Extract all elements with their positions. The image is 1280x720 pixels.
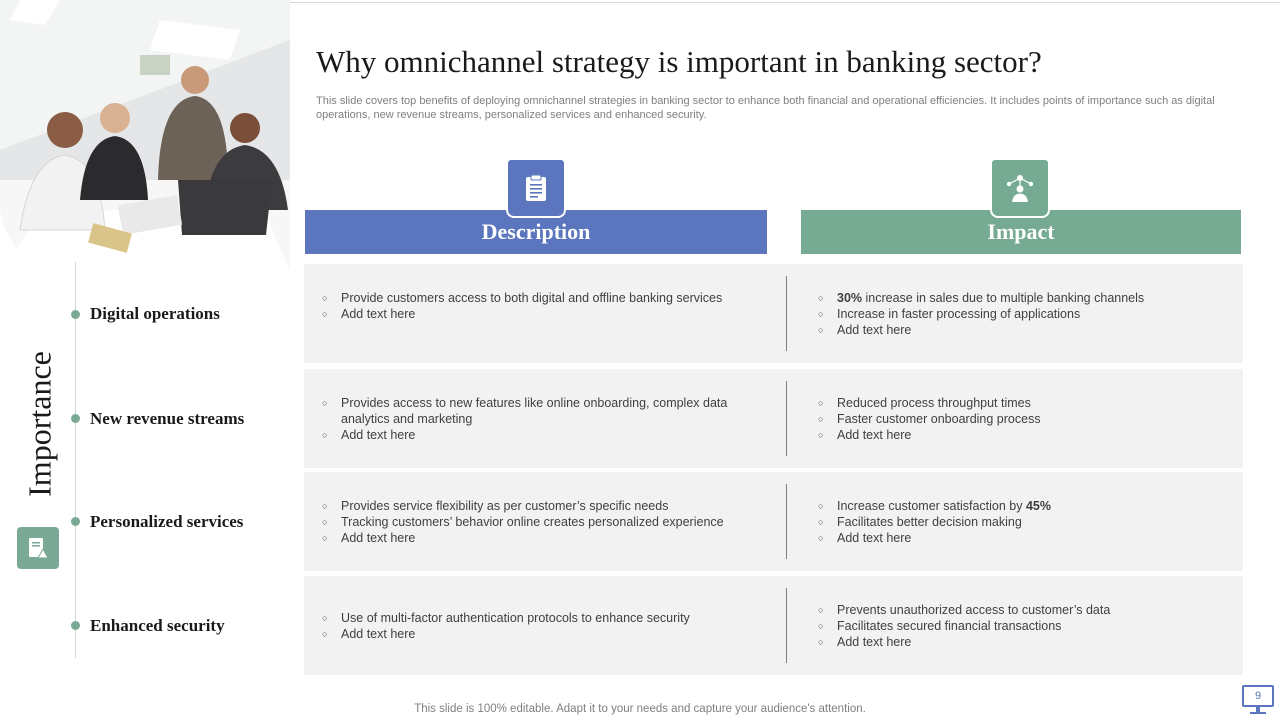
impact-cell bbox=[818, 290, 1228, 338]
list-item: ○ Tracking customers’ behavior online creates personalized experience bbox=[322, 514, 758, 530]
list-item: ○ Reduced process throughput times bbox=[818, 395, 1228, 411]
document-chart-icon bbox=[17, 527, 59, 569]
list-item bbox=[818, 498, 1228, 514]
footer-note: This slide is 100% editable. Adapt it to your needs and capture your audience's attention. bbox=[414, 703, 866, 715]
monitor-icon bbox=[1240, 685, 1276, 717]
list-item: ○ Add text here bbox=[322, 626, 758, 642]
importance-heading: Importance bbox=[21, 351, 58, 497]
point-dot bbox=[71, 310, 80, 319]
list-item: ○ Add text here bbox=[322, 530, 758, 546]
table-row bbox=[304, 369, 1243, 468]
network-person-icon bbox=[992, 160, 1048, 216]
list-item: ○ Facilitates secured financial transactions bbox=[818, 618, 1228, 634]
impact-header: Impact bbox=[801, 210, 1241, 254]
team-meeting-photo bbox=[0, 0, 290, 272]
list-item-text: Increase customer satisfaction by bbox=[837, 499, 1026, 513]
list-item: ○ Provide customers access to both digital and offline banking services bbox=[322, 290, 758, 306]
list-item: ○ Add text here bbox=[322, 306, 758, 322]
description-cell bbox=[322, 290, 758, 322]
slide-subtitle: This slide covers top benefits of deploying omnichannel strategies in banking sector to enhance both financial and operational efficiencies. It includes points of importance such as digital operations, new revenue streams, personalized services and enhanced security. bbox=[316, 95, 1215, 121]
column-divider bbox=[786, 381, 787, 456]
table-row bbox=[304, 264, 1243, 363]
description-cell bbox=[322, 498, 758, 546]
column-divider bbox=[786, 276, 787, 351]
column-divider bbox=[786, 588, 787, 663]
list-item bbox=[818, 290, 1228, 306]
list-item: ○ Prevents unauthorized access to customer’s data bbox=[818, 602, 1228, 618]
point-enhanced-security: Enhanced security bbox=[90, 616, 225, 635]
list-item: ○ Add text here bbox=[818, 322, 1228, 338]
point-personalized-services: Personalized services bbox=[90, 512, 244, 531]
page-number: 9 bbox=[1242, 685, 1274, 707]
list-item: ○ Add text here bbox=[818, 427, 1228, 443]
column-divider bbox=[786, 484, 787, 559]
list-item: ○ Add text here bbox=[818, 530, 1228, 546]
list-item-text: increase in sales due to multiple banking channels bbox=[862, 291, 1145, 305]
list-item: ○ Increase in faster processing of applications bbox=[818, 306, 1228, 322]
clipboard-icon bbox=[508, 160, 564, 216]
point-dot bbox=[71, 517, 80, 526]
highlight-value: 30% bbox=[837, 291, 863, 305]
importance-rail-line bbox=[75, 262, 76, 658]
impact-cell bbox=[818, 602, 1228, 650]
highlight-value: 45% bbox=[1025, 499, 1052, 513]
description-cell bbox=[322, 395, 758, 443]
table-row bbox=[304, 576, 1243, 675]
list-item: ○ Provides access to new features like online onboarding, complex data analytics and marketing bbox=[322, 395, 758, 427]
point-digital-operations: Digital operations bbox=[90, 304, 220, 323]
description-header: Description bbox=[305, 210, 767, 254]
impact-cell bbox=[818, 498, 1228, 546]
description-cell bbox=[322, 610, 758, 642]
list-item: ○ Facilitates better decision making bbox=[818, 514, 1228, 530]
list-item: ○ Add text here bbox=[818, 634, 1228, 650]
list-item: ○ Faster customer onboarding process bbox=[818, 411, 1228, 427]
point-new-revenue-streams: New revenue streams bbox=[90, 409, 245, 428]
point-dot bbox=[71, 414, 80, 423]
list-item: ○ Use of multi-factor authentication protocols to enhance security bbox=[322, 610, 758, 626]
slide-title: Why omnichannel strategy is important in banking sector? bbox=[316, 44, 1042, 79]
list-item: ○ Add text here bbox=[322, 427, 758, 443]
top-divider bbox=[290, 2, 1280, 3]
point-dot bbox=[71, 621, 80, 630]
list-item: ○ Provides service flexibility as per customer’s specific needs bbox=[322, 498, 758, 514]
table-row bbox=[304, 472, 1243, 571]
impact-cell bbox=[818, 395, 1228, 443]
